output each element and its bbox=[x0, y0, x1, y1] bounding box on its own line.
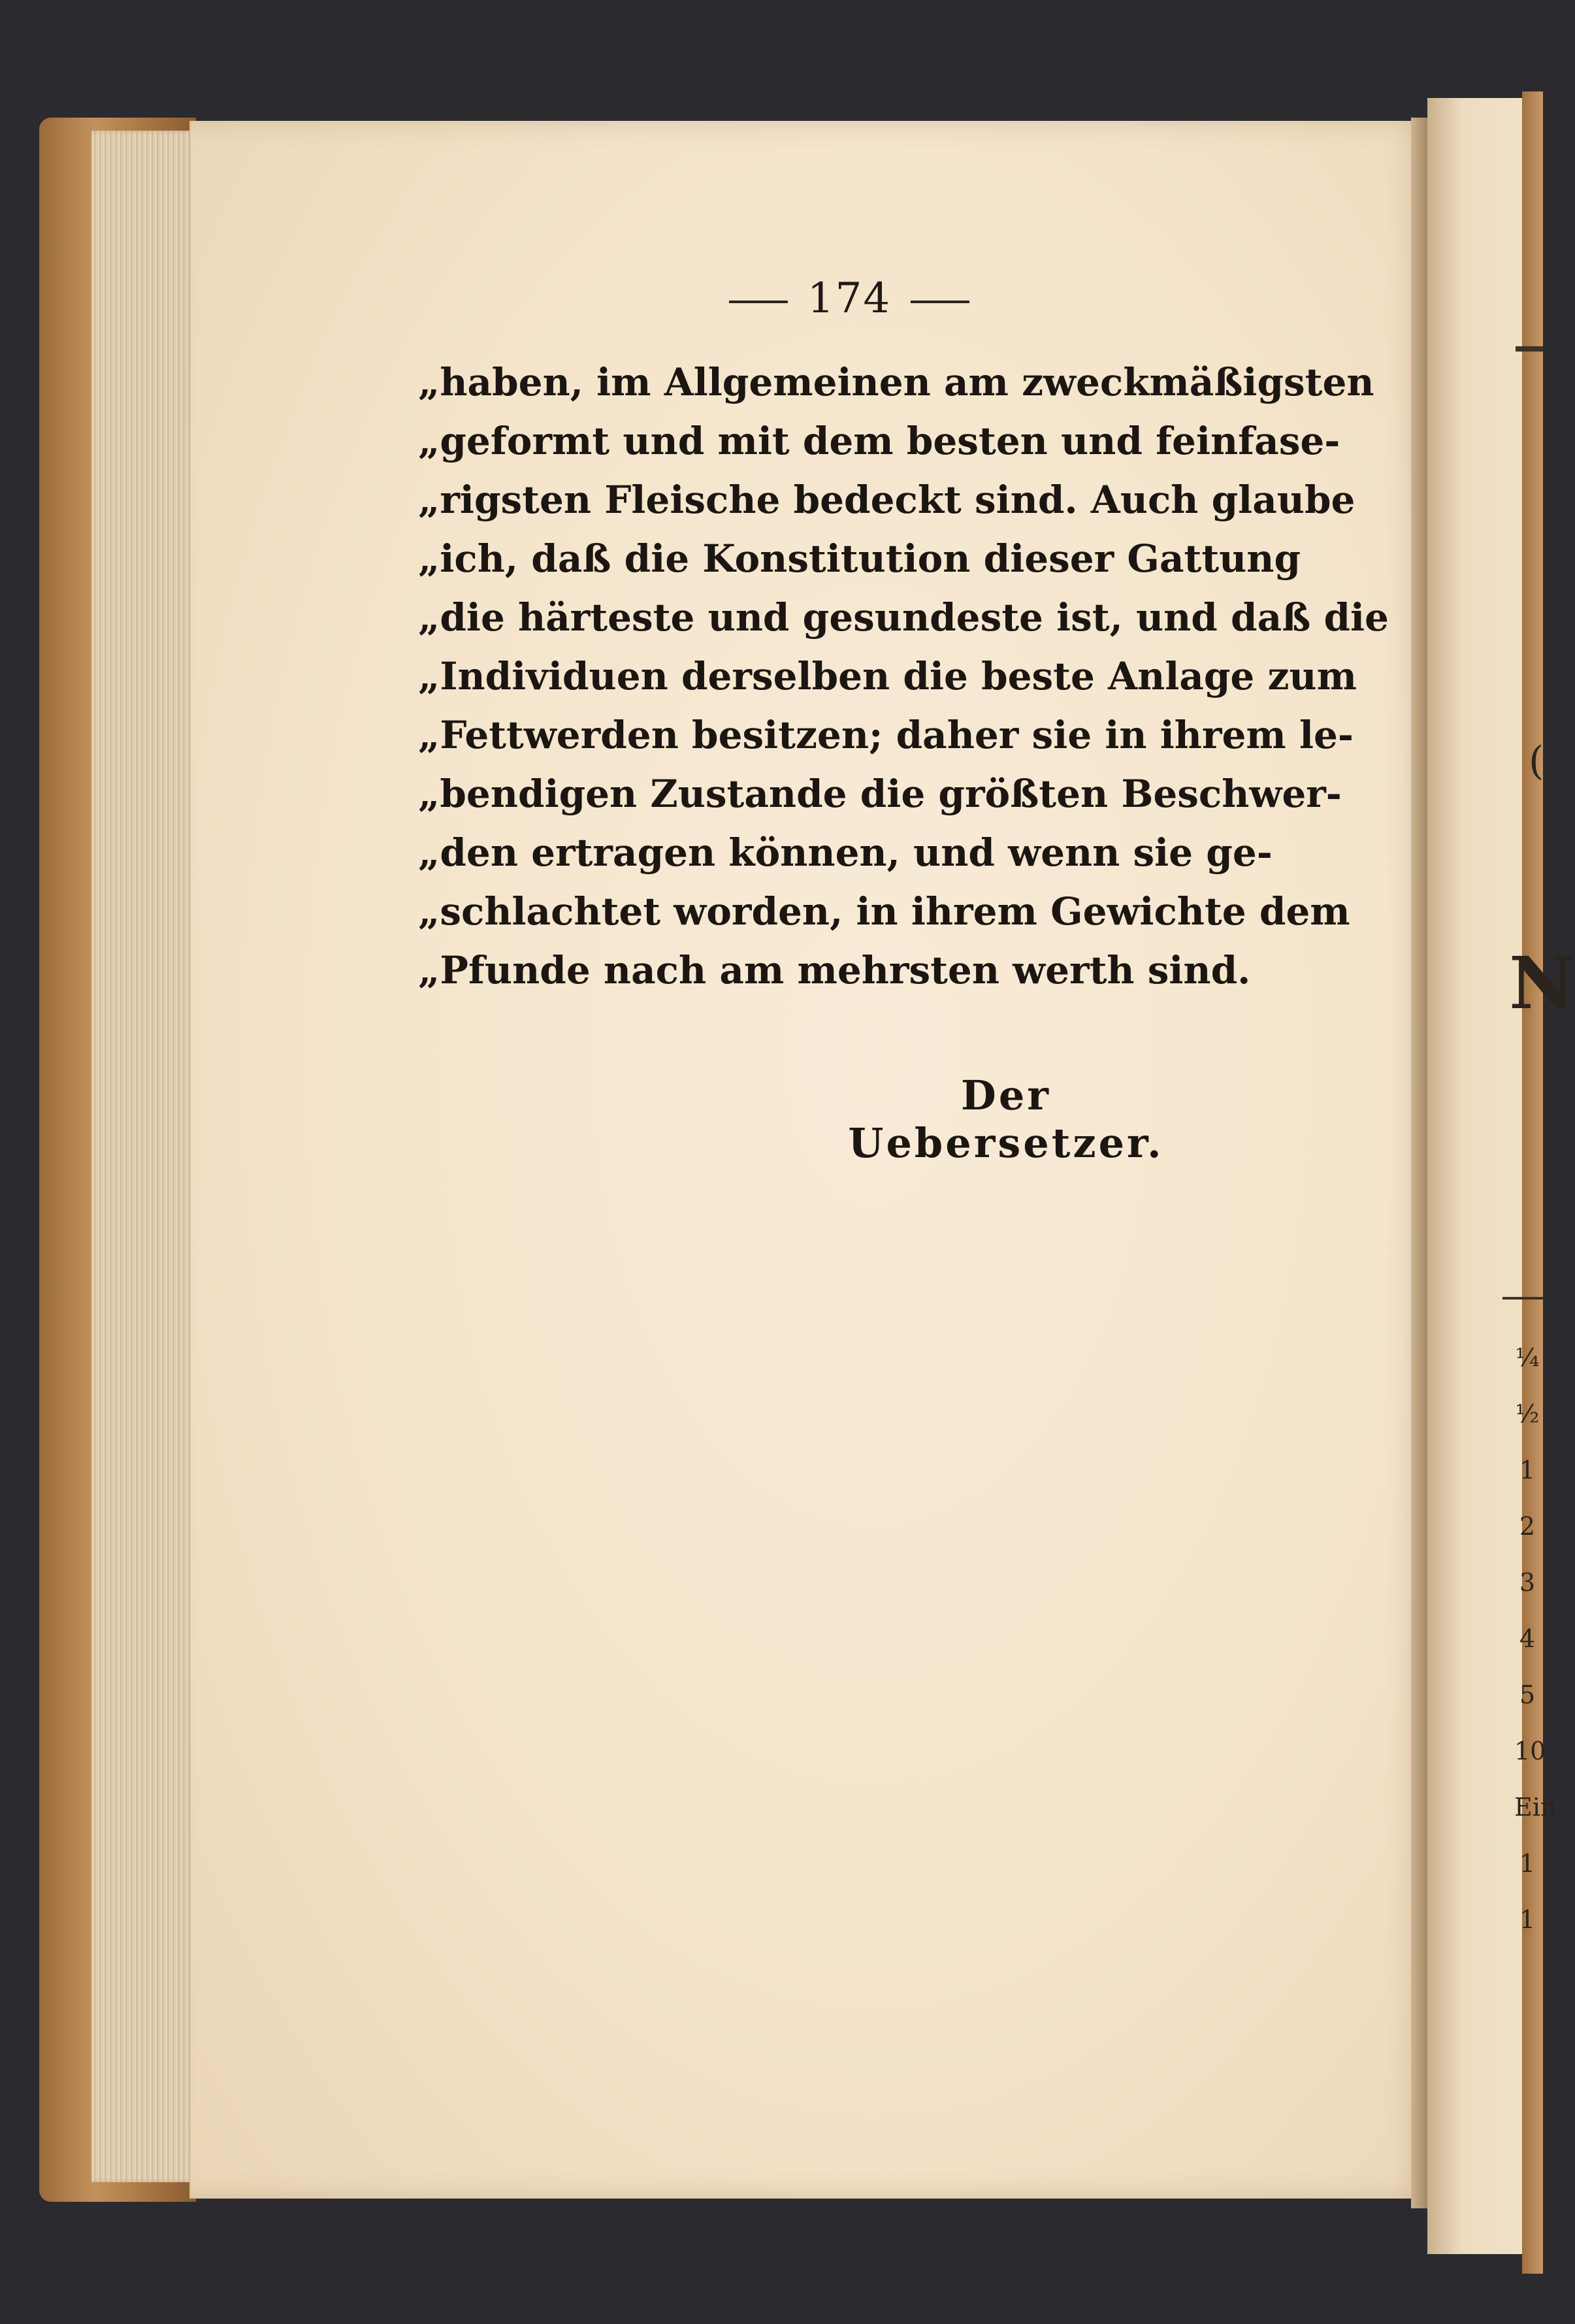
column-entry: ½ bbox=[1515, 1399, 1540, 1428]
column-entry: 2 bbox=[1519, 1512, 1536, 1541]
column-entry: 1 bbox=[1519, 1905, 1536, 1934]
text-line: „schlachtet worden, in ihrem Gewichte dem bbox=[418, 889, 1350, 934]
body-text bbox=[418, 353, 1389, 1000]
text-line: „Individuen derselben die beste Anlage zum bbox=[418, 654, 1357, 698]
signature: Der Uebersetzer. bbox=[848, 1072, 1164, 1167]
column-entry: 3 bbox=[1519, 1568, 1536, 1597]
text-line: „rigsten Fleische bedeckt sind. Auch glaube bbox=[418, 478, 1356, 522]
text-line: „haben, im Allgemeinen am zweckmäßigsten bbox=[418, 360, 1374, 404]
dash-right bbox=[911, 301, 969, 303]
text-line: „den ertragen können, und wenn sie ge- bbox=[418, 830, 1273, 875]
column-entry: ¼ bbox=[1515, 1343, 1540, 1372]
page-number-text: 174 bbox=[807, 274, 892, 323]
column-entry: 10 bbox=[1514, 1737, 1546, 1765]
text-line: „ich, daß die Konstitution dieser Gattung bbox=[418, 536, 1301, 581]
right-page-column bbox=[1514, 1330, 1557, 1948]
text-line: „bendigen Zustande die größten Beschwer- bbox=[418, 772, 1342, 816]
page-stack-edge bbox=[91, 131, 203, 2182]
page-number bbox=[699, 274, 999, 323]
right-page-letter: ( bbox=[1529, 738, 1544, 784]
text-line: „geformt und mit dem besten und feinfase- bbox=[418, 419, 1340, 463]
text-line: „Fettwerden besitzen; daher sie in ihrem le- bbox=[418, 713, 1354, 757]
column-entry: Ein bbox=[1514, 1793, 1557, 1822]
text-line: „die härteste und gesundeste ist, und daß die bbox=[418, 595, 1389, 640]
right-page-letter: N bbox=[1509, 941, 1575, 1025]
column-entry: 4 bbox=[1519, 1624, 1536, 1653]
right-page-rule-top bbox=[1516, 346, 1543, 352]
column-entry: 1 bbox=[1519, 1849, 1536, 1878]
text-line: „Pfunde nach am mehrsten werth sind. bbox=[418, 948, 1251, 992]
right-page-rule bbox=[1502, 1297, 1543, 1300]
dash-left bbox=[729, 301, 788, 303]
column-entry: 5 bbox=[1519, 1680, 1536, 1709]
column-entry: 1 bbox=[1519, 1456, 1536, 1484]
